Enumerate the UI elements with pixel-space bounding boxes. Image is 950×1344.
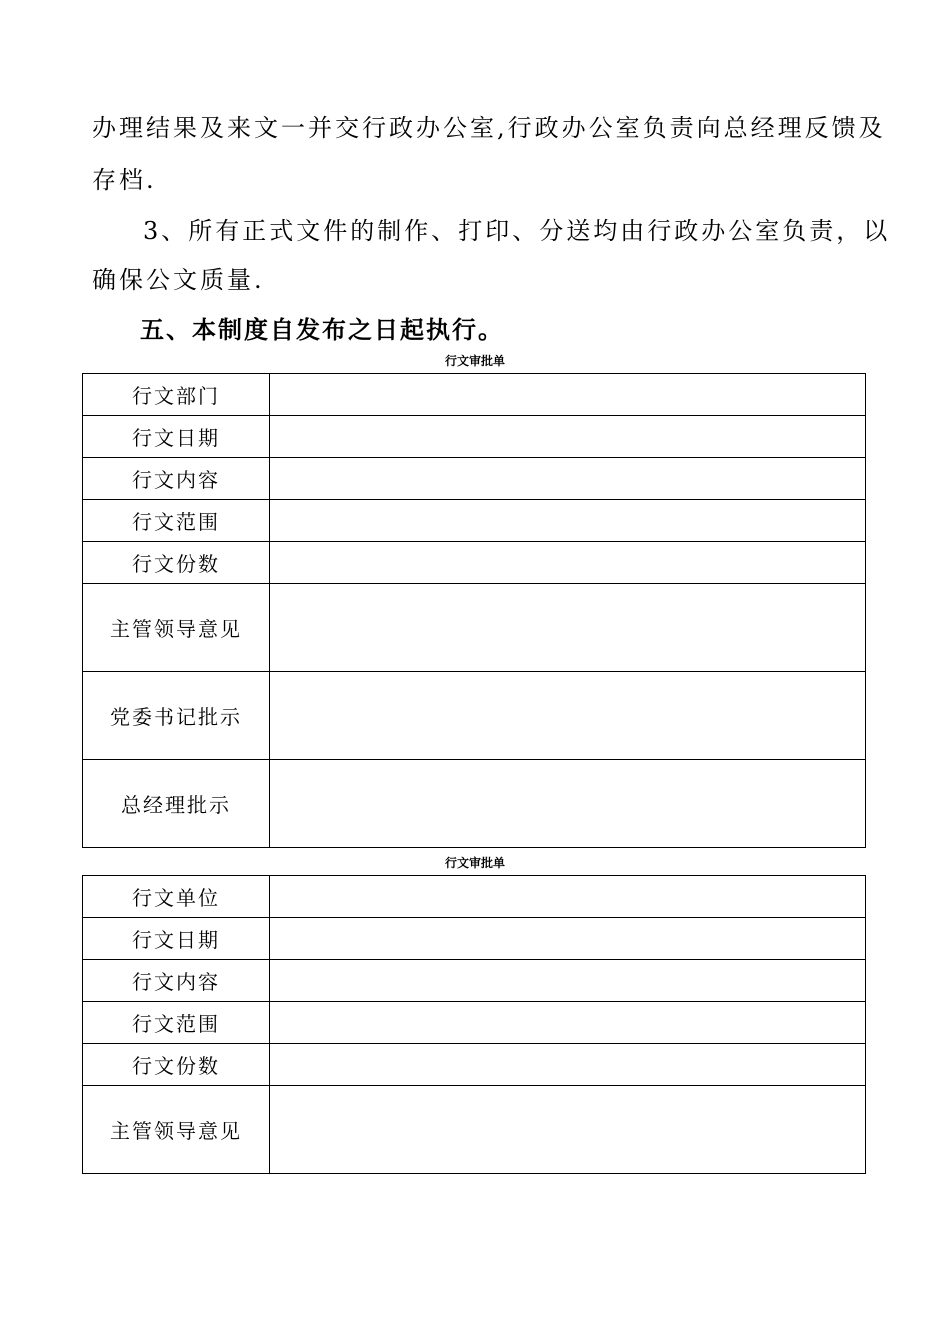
form1-field-department[interactable] (270, 374, 866, 416)
form1-row-party-secretary-instruction (83, 672, 866, 760)
approval-form-1 (82, 373, 866, 848)
form2-field-content[interactable] (270, 960, 866, 1002)
form2-field-scope[interactable] (270, 1002, 866, 1044)
form1-label-date: 行文日期 (83, 416, 270, 458)
form1-label-gm-instruction: 总经理批示 (83, 760, 270, 848)
form2-field-copies[interactable] (270, 1044, 866, 1086)
body-line-2: 存档. (92, 166, 157, 194)
form1-label-scope: 行文范围 (83, 500, 270, 542)
form2-row-supervisor-opinion (83, 1086, 866, 1174)
form1-label-copies: 行文份数 (83, 542, 270, 584)
form2-row-scope (83, 1002, 866, 1044)
form2-row-date (83, 918, 866, 960)
form2-label-content: 行文内容 (83, 960, 270, 1002)
form2-field-supervisor-opinion[interactable] (270, 1086, 866, 1174)
form2-field-date[interactable] (270, 918, 866, 960)
form1-field-date[interactable] (270, 416, 866, 458)
approval-form-2 (82, 875, 866, 1174)
form2-row-copies (83, 1044, 866, 1086)
form1-row-content (83, 458, 866, 500)
form1-title: 行文审批单 (444, 354, 505, 368)
form1-label-party-secretary-instruction: 党委书记批示 (83, 672, 270, 760)
form2-row-unit (83, 876, 866, 918)
form1-field-supervisor-opinion[interactable] (270, 584, 866, 672)
form1-field-gm-instruction[interactable] (270, 760, 866, 848)
form2-label-date: 行文日期 (83, 918, 270, 960)
form2-row-content (83, 960, 866, 1002)
form1-field-scope[interactable] (270, 500, 866, 542)
form1-field-copies[interactable] (270, 542, 866, 584)
form1-field-party-secretary-instruction[interactable] (270, 672, 866, 760)
form1-row-gm-instruction (83, 760, 866, 848)
form1-label-supervisor-opinion: 主管领导意见 (83, 584, 270, 672)
form1-row-department (83, 374, 866, 416)
form1-row-copies (83, 542, 866, 584)
body-line-3: 3、所有正式文件的制作、打印、分送均由行政办公室负责，以 (143, 217, 891, 245)
form2-title: 行文审批单 (444, 856, 505, 870)
form2-field-unit[interactable] (270, 876, 866, 918)
form1-row-scope (83, 500, 866, 542)
form2-label-copies: 行文份数 (83, 1044, 270, 1086)
form1-row-supervisor-opinion (83, 584, 866, 672)
form2-label-scope: 行文范围 (83, 1002, 270, 1044)
form1-label-department: 行文部门 (83, 374, 270, 416)
body-line-1: 办理结果及来文一并交行政办公室,行政办公室负责向总经理反馈及 (92, 114, 886, 142)
form1-field-content[interactable] (270, 458, 866, 500)
form1-label-content: 行文内容 (83, 458, 270, 500)
form2-label-unit: 行文单位 (83, 876, 270, 918)
form1-row-date (83, 416, 866, 458)
body-line-4: 确保公文质量. (92, 266, 265, 294)
form2-label-supervisor-opinion: 主管领导意见 (83, 1086, 270, 1174)
section-heading: 五、本制度自发布之日起执行。 (140, 315, 504, 344)
